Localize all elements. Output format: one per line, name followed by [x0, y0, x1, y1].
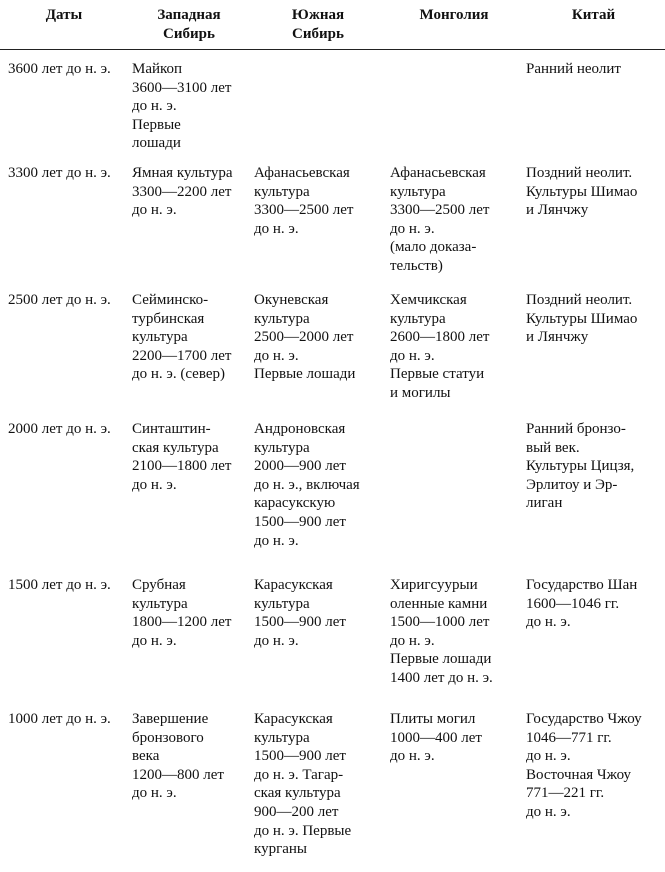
table-row [0, 164, 665, 291]
cell-china: Ранний бронзо- вый век. Культуры Цицзя, Эрлитоу и Эр- лиган [526, 421, 635, 512]
table-row [0, 710, 665, 859]
table-row [0, 291, 665, 420]
cell-south-siberia: Карасукская культура 1500—900 лет до н. э. [254, 577, 346, 649]
cell-mongolia: Плиты могил 1000—400 лет до н. э. [390, 711, 482, 765]
cell-mongolia [386, 420, 522, 576]
cell-china: Ранний неолит [526, 61, 621, 77]
cell-date: 3600 лет до н. э. [8, 61, 111, 77]
cell-date: 3300 лет до н. э. [8, 165, 111, 181]
cell-china: Поздний неолит. Культуры Шимао и Лянчжу [526, 165, 638, 219]
cell-china: Государство Чжоу 1046—771 гг. до н. э. Восточная Чжоу 771—221 гг. до н. э. [526, 711, 642, 820]
table-header [0, 0, 665, 50]
cell-date: 2500 лет до н. э. [8, 292, 111, 308]
table-row [0, 576, 665, 710]
cell-mongolia: Афанасьевская культура 3300—2500 лет до н. э. (мало доказа- тельств) [390, 165, 490, 274]
table-body [0, 50, 665, 859]
cell-west-siberia: Синташтин- ская культура 2100—1800 лет до н. э. [132, 421, 232, 493]
header-row [0, 0, 665, 50]
cell-china: Государство Шан 1600—1046 гг. до н. э. [526, 577, 638, 631]
table-row [0, 50, 665, 165]
cell-west-siberia: Завершение бронзового века 1200—800 лет до н. э. [132, 711, 224, 802]
cell-west-siberia: Сейминско- турбинская культура 2200—1700 лет до н. э. (север) [132, 292, 232, 383]
header-west-siberia: Западная Сибирь [128, 0, 250, 50]
cell-south-siberia: Андроновская культура 2000—900 лет до н. э., включая карасукскую 1500—900 лет до н. э. [254, 421, 360, 549]
header-dates: Даты [0, 0, 128, 50]
cell-mongolia: Хемчикская культура 2600—1800 лет до н. э. Первые статуи и могилы [390, 292, 490, 401]
cell-mongolia: Хиригсуурыи оленные камни 1500—1000 лет до н. э. Первые лошади 1400 лет до н. э. [390, 577, 493, 686]
header-china: Китай [522, 0, 665, 50]
cell-south-siberia: Афанасьевская культура 3300—2500 лет до н. э. [254, 165, 354, 237]
cell-south-siberia [250, 50, 386, 165]
cell-west-siberia: Майкоп 3600—3100 лет до н. э. Первые лошади [132, 61, 232, 152]
table-row [0, 420, 665, 576]
cell-china: Поздний неолит. Культуры Шимао и Лянчжу [526, 292, 638, 346]
cell-west-siberia: Ямная культура 3300—2200 лет до н. э. [132, 165, 233, 219]
cell-west-siberia: Срубная культура 1800—1200 лет до н. э. [132, 577, 232, 649]
header-mongolia: Монголия [386, 0, 522, 50]
cell-mongolia [386, 50, 522, 165]
cell-date: 1000 лет до н. э. [8, 711, 111, 727]
cell-date: 2000 лет до н. э. [8, 421, 111, 437]
cell-south-siberia: Карасукская культура 1500—900 лет до н. э. Тагар- ская культура 900—200 лет до н. э. Первые курганы [254, 711, 352, 858]
cell-south-siberia: Окуневская культура 2500—2000 лет до н. э. Первые лошади [254, 292, 356, 383]
header-south-siberia: Южная Сибирь [250, 0, 386, 50]
cell-date: 1500 лет до н. э. [8, 577, 111, 593]
